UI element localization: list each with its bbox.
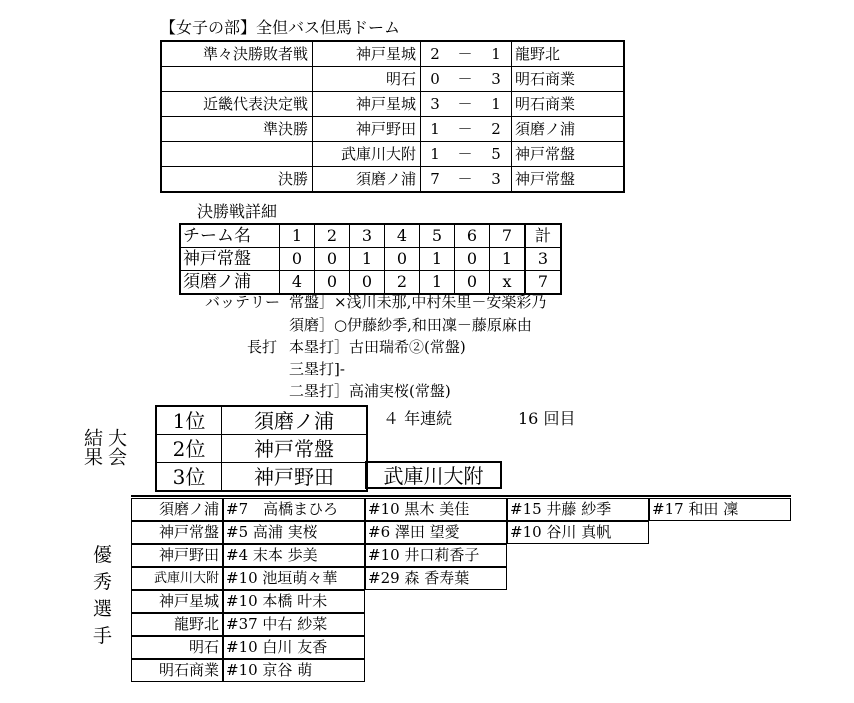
results-label-text: 大会: [105, 428, 127, 466]
score2: 5: [481, 142, 512, 167]
player: #10 本橋 叶未: [223, 590, 365, 613]
player: #37 中右 紗菜: [223, 613, 365, 636]
score-dash: －: [449, 67, 481, 92]
players-team: 須磨ノ浦: [131, 498, 223, 521]
players-team: 明石商業: [131, 659, 223, 682]
bracket-row: [161, 142, 624, 167]
home-run-line: 本塁打］古田瑞希②(常盤): [289, 338, 466, 356]
score-dash: －: [449, 117, 481, 142]
times-note: 16 回目: [518, 409, 576, 428]
header-inning: 1: [280, 224, 315, 248]
long-hits-label: 長打: [247, 338, 278, 356]
score2: 2: [481, 117, 512, 142]
rank: 2位: [156, 435, 222, 463]
team2: 神戸常盤: [512, 142, 625, 167]
third-place-extra: 武庫川大附: [365, 461, 502, 489]
score-dash: －: [449, 142, 481, 167]
team2: 明石商業: [512, 92, 625, 117]
players-team: 龍野北: [131, 613, 223, 636]
score1: 2: [421, 41, 450, 67]
header-team: チーム名: [180, 224, 280, 248]
outstanding-label-char: 手: [93, 625, 113, 647]
inning-score: 1: [490, 248, 526, 271]
header-inning: 4: [385, 224, 420, 248]
results-label-col: [81, 428, 103, 466]
line-score-row: [180, 248, 561, 271]
battery-label: バッテリー: [205, 293, 281, 311]
outstanding-label-char: 優: [93, 544, 113, 566]
score2: 1: [481, 92, 512, 117]
inning-score: 0: [280, 248, 315, 271]
player: #7 高橋まひろ: [223, 498, 365, 521]
team1: 神戸星城: [313, 92, 421, 117]
players-team: 神戸常盤: [131, 521, 223, 544]
inning-score: 0: [385, 248, 420, 271]
players-team: 神戸星城: [131, 590, 223, 613]
outstanding-label-char: 選: [93, 598, 113, 620]
score2: 3: [481, 167, 512, 193]
round-label: [161, 142, 313, 167]
header-inning: 6: [455, 224, 490, 248]
team2: 明石商業: [512, 67, 625, 92]
bracket-row: [161, 41, 624, 67]
rank-team: 須磨ノ浦: [222, 406, 368, 435]
player: #10 井口莉香子: [365, 544, 507, 567]
players-team: 明石: [131, 636, 223, 659]
inning-score: x: [490, 271, 526, 295]
players-team: 神戸野田: [131, 544, 223, 567]
score-dash: －: [449, 92, 481, 117]
total-score: 3: [525, 248, 561, 271]
players-row: [131, 636, 365, 659]
page-title: 【女子の部】全但バス但馬ドーム: [160, 18, 401, 37]
players-row: [131, 498, 791, 521]
bracket-row: [161, 167, 624, 193]
bracket-table: [160, 40, 625, 193]
result-row: [156, 435, 367, 463]
score-dash: －: [449, 41, 481, 67]
bracket-row: [161, 67, 624, 92]
score1: 7: [421, 167, 450, 193]
player: #10 池垣萌々華: [223, 567, 365, 590]
rank-team: 神戸常盤: [222, 435, 368, 463]
player: #4 末本 歩美: [223, 544, 365, 567]
player: #10 黒木 美佳: [365, 498, 507, 521]
round-label: 決勝: [161, 167, 313, 193]
triple-line: 三塁打]-: [289, 360, 345, 378]
total-score: 7: [525, 271, 561, 295]
players-row: [131, 590, 365, 613]
results-table: [155, 405, 368, 492]
team-name: 須磨ノ浦: [180, 271, 280, 295]
outstanding-label-char: 秀: [93, 571, 113, 593]
inning-score: 0: [315, 248, 350, 271]
line-score-table: [179, 223, 562, 295]
header-inning: 2: [315, 224, 350, 248]
player: #15 井藤 紗季: [507, 498, 649, 521]
player: #10 谷川 真帆: [507, 521, 649, 544]
inning-score: 0: [455, 271, 490, 295]
inning-score: 1: [420, 271, 455, 295]
team2: 龍野北: [512, 41, 625, 67]
outstanding-label: [93, 542, 115, 650]
round-label: 準々決勝敗者戦: [161, 41, 313, 67]
team2: 神戸常盤: [512, 167, 625, 193]
battery-line: 常盤］×浅川未那,中村朱里－安楽彩乃: [289, 293, 547, 311]
header-inning: 5: [420, 224, 455, 248]
player: #6 澤田 望愛: [365, 521, 507, 544]
round-label: [161, 67, 313, 92]
inning-score: 0: [455, 248, 490, 271]
team1: 神戸星城: [313, 41, 421, 67]
inning-score: 1: [420, 248, 455, 271]
score1: 1: [421, 142, 450, 167]
team1: 明石: [313, 67, 421, 92]
bracket-row: [161, 117, 624, 142]
bracket-row: [161, 92, 624, 117]
header-total: 計: [525, 224, 561, 248]
team1: 須磨ノ浦: [313, 167, 421, 193]
players-team: 武庫川大附: [131, 567, 223, 590]
final-detail-heading: 決勝戦詳細: [197, 202, 278, 221]
round-label: 準決勝: [161, 117, 313, 142]
team-name: 神戸常盤: [180, 248, 280, 271]
rank-team: 神戸野田: [222, 463, 368, 492]
player: #10 白川 友香: [223, 636, 365, 659]
header-inning: 3: [350, 224, 385, 248]
results-label-col: [105, 428, 127, 466]
score-dash: －: [449, 167, 481, 193]
results-label-text: 結果: [81, 428, 103, 466]
rank: 1位: [156, 406, 222, 435]
double-line: 二塁打］高浦実桜(常盤): [289, 382, 451, 400]
inning-score: 2: [385, 271, 420, 295]
outstanding-top-rule: [131, 495, 791, 497]
inning-score: 0: [315, 271, 350, 295]
player: #5 高浦 実桜: [223, 521, 365, 544]
inning-score: 0: [350, 271, 385, 295]
result-row: [156, 406, 367, 435]
line-score-header: [180, 224, 561, 248]
result-row: [156, 463, 367, 492]
team1: 武庫川大附: [313, 142, 421, 167]
round-label: 近畿代表決定戦: [161, 92, 313, 117]
score2: 1: [481, 41, 512, 67]
player: #10 京谷 萌: [223, 659, 365, 682]
score1: 1: [421, 117, 450, 142]
players-row: [131, 567, 507, 590]
line-score-row: [180, 271, 561, 295]
score1: 0: [421, 67, 450, 92]
inning-score: 4: [280, 271, 315, 295]
team2: 須磨ノ浦: [512, 117, 625, 142]
players-row: [131, 544, 507, 567]
inning-score: 1: [350, 248, 385, 271]
players-row: [131, 613, 365, 636]
team1: 神戸野田: [313, 117, 421, 142]
player: #29 森 香寿葉: [365, 567, 507, 590]
player: #17 和田 凜: [649, 498, 791, 521]
battery-line: 須磨］○伊藤紗季,和田凜－藤原麻由: [289, 316, 532, 334]
consecutive-note: ４ 年連続: [383, 409, 453, 428]
score2: 3: [481, 67, 512, 92]
rank: 3位: [156, 463, 222, 492]
players-row: [131, 521, 649, 544]
players-row: [131, 659, 365, 682]
score1: 3: [421, 92, 450, 117]
header-inning: 7: [490, 224, 526, 248]
